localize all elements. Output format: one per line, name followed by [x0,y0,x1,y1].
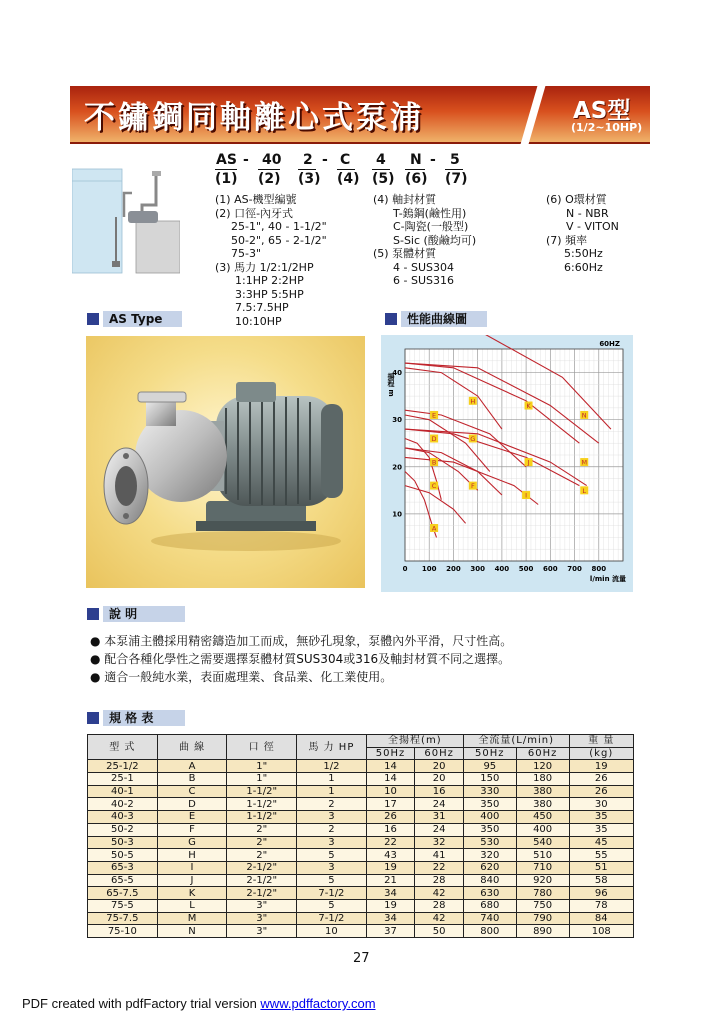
code-part: 2 [303,152,313,168]
table-cell: 330 [463,785,516,798]
spec-line: S-Sic (酸鹼均可) [393,233,477,247]
curve-marker-label: C [431,482,437,491]
footer-text: PDF created with pdfFactory trial version [22,996,261,1011]
table-row [88,836,634,849]
banner-slash [520,84,546,146]
table-cell: 51 [569,861,633,874]
code-underline [372,169,390,170]
table-cell: I [157,861,227,874]
table-cell: 50-5 [88,849,158,862]
table-cell: 1-1/2" [227,798,297,811]
model-name: AS型 [573,98,631,124]
table-row [88,849,634,862]
table-cell: F [157,823,227,836]
model-subtitle: (1/2~10HP) [571,121,643,134]
table-cell: 7-1/2 [297,887,367,900]
table-cell: 17 [366,798,415,811]
table-cell: 7-1/2 [297,912,367,925]
label-square [87,712,99,724]
curve-marker-label: B [431,458,437,467]
header-weight-unit: (kg) [569,747,633,760]
table-cell: 28 [415,874,464,887]
table-cell: 45 [569,836,633,849]
table-row [88,760,634,773]
label-square [87,608,99,620]
table-cell: 14 [366,773,415,786]
table-cell: 630 [463,887,516,900]
page-title: 不鏽鋼同軸離心式泵浦 [84,100,424,136]
spec-line: 6 - SUS316 [393,274,454,287]
table-cell: 75-7.5 [88,912,158,925]
table-cell: 14 [366,760,415,773]
table-body [88,760,634,938]
table-cell: 2 [297,798,367,811]
table-cell: 37 [366,925,415,938]
table-cell: 26 [569,773,633,786]
table-cell: 41 [415,849,464,862]
x-tick-label: 500 [518,565,534,573]
code-part: - [322,152,328,168]
spec-line: 75-3" [231,247,262,260]
table-cell: D [157,798,227,811]
spec-line: 3:3HP 5:5HP [235,287,304,301]
code-underline [337,169,355,170]
table-cell: 1 [297,785,367,798]
x-tick-label: 700 [567,565,582,573]
table-cell: 3 [297,836,367,849]
table-cell: 2" [227,849,297,862]
spec-line: (7) 頻率 [546,233,588,247]
x-tick-label: 400 [494,565,510,573]
table-cell: 5 [297,874,367,887]
x-tick-label: 800 [591,565,607,573]
header-50hz: 50Hz [463,747,516,760]
curve-marker-label: E [432,411,437,420]
table-cell: 1-1/2" [227,785,297,798]
table-cell: 920 [516,874,569,887]
table-row [88,912,634,925]
label-square [385,313,397,325]
spec-line: 10:10HP [235,314,282,328]
table-cell: 16 [366,823,415,836]
table-cell: 25-1 [88,773,158,786]
table-cell: 2 [297,823,367,836]
spec-table-label: 規 格 表 [103,710,185,726]
table-cell: 84 [569,912,633,925]
table-cell: 530 [463,836,516,849]
table-cell: K [157,887,227,900]
table-cell: 180 [516,773,569,786]
table-cell: 19 [366,899,415,912]
table-cell: 32 [415,836,464,849]
table-cell: 10 [297,925,367,938]
code-part: 5 [450,152,460,168]
x-tick-label: 600 [543,565,558,573]
code-part: - [243,152,249,168]
curve-marker-label: A [431,524,437,533]
table-cell: 21 [366,874,415,887]
spec-line: 4 - SUS304 [393,260,454,274]
code-underline [445,169,463,170]
y-tick-label: 30 [392,416,402,425]
spec-line: 7.5:7.5HP [235,301,289,314]
table-cell: 96 [569,887,633,900]
table-cell: 35 [569,823,633,836]
chart-xlabel: l/min 流量 [589,575,626,583]
x-tick-label: 100 [421,565,437,573]
table-cell: 19 [366,861,415,874]
table-cell: 30 [569,798,633,811]
spec-line: 25-1", 40 - 1-1/2" [231,220,327,233]
header-bore: 口 徑 [227,735,297,760]
spec-line: (6) O環材質 [546,193,607,206]
page-number: 27 [353,951,370,966]
header-60hz: 60Hz [516,747,569,760]
x-tick-label: 200 [446,565,461,573]
curve-marker-label: J [527,458,530,467]
code-part: N [410,152,422,168]
header-flow: 全流量(L/min) [463,735,569,748]
table-cell: 25-1/2 [88,760,158,773]
curve-marker-label: G [470,435,476,444]
code-index: (5) [372,171,395,187]
code-index: (3) [298,171,321,187]
table-cell: 22 [415,861,464,874]
spec-line: (5) 泵體材質 [373,247,437,260]
table-cell: 28 [415,899,464,912]
chart-ylabel: 揚程 m [387,373,395,397]
table-cell: 75-10 [88,925,158,938]
x-tick-label: 0 [402,565,408,573]
code-index: (6) [405,171,428,187]
table-cell: G [157,836,227,849]
table-cell: 34 [366,887,415,900]
table-cell: 2-1/2" [227,861,297,874]
spec-line: (3) 馬力 1/2:1/2HP [215,260,314,274]
table-cell: 108 [569,925,633,938]
table-cell: 20 [415,773,464,786]
y-tick-label: 20 [392,463,402,472]
table-cell: 790 [516,912,569,925]
table-cell: 50-3 [88,836,158,849]
table-cell: 620 [463,861,516,874]
table-row [88,874,634,887]
curve-label: 性能曲線圖 [401,311,487,327]
table-cell: H [157,849,227,862]
spec-line: N - NBR [566,206,609,220]
table-cell: M [157,912,227,925]
y-tick-label: 40 [392,369,402,378]
table-cell: 65-5 [88,874,158,887]
table-cell: 42 [415,887,464,900]
table-cell: 890 [516,925,569,938]
table-cell: 2" [227,823,297,836]
header-weight: 重 量 [569,735,633,748]
table-cell: 380 [516,798,569,811]
header-curve: 曲 線 [157,735,227,760]
code-part: 4 [376,152,386,168]
table-cell: 740 [463,912,516,925]
table-cell: 750 [516,899,569,912]
spec-line: (2) 口徑-內牙式 [215,206,294,220]
table-cell: 3 [297,811,367,824]
table-cell: A [157,760,227,773]
table-cell: 40-1 [88,785,158,798]
table-row [88,773,634,786]
table-cell: N [157,925,227,938]
y-tick-label: 10 [392,510,402,519]
table-cell: 320 [463,849,516,862]
code-index: (4) [337,171,360,187]
table-cell: 800 [463,925,516,938]
code-underline [405,169,425,170]
code-index: (1) [215,171,238,187]
pdf-footer [22,996,376,1011]
spec-column-1 [215,193,327,328]
table-cell: 34 [366,912,415,925]
table-cell: 65-7.5 [88,887,158,900]
header-50hz: 50Hz [366,747,415,760]
table-cell: 450 [516,811,569,824]
table-cell: 26 [569,785,633,798]
table-cell: 40-3 [88,811,158,824]
performance-chart [381,335,633,592]
table-cell: 710 [516,861,569,874]
description-label: 說 明 [103,606,185,622]
spec-line: (4) 軸封材質 [373,193,437,206]
table-cell: 40-2 [88,798,158,811]
x-tick-label: 300 [470,565,485,573]
table-cell: 16 [415,785,464,798]
table-cell: 1" [227,760,297,773]
table-cell: E [157,811,227,824]
table-cell: 24 [415,798,464,811]
spec-line: (1) AS-機型編號 [215,193,297,206]
table-cell: 3" [227,912,297,925]
table-cell: 31 [415,811,464,824]
table-cell: 3 [297,861,367,874]
table-row [88,785,634,798]
table-cell: 50-2 [88,823,158,836]
table-cell: 5 [297,849,367,862]
table-cell: 840 [463,874,516,887]
table-cell: B [157,773,227,786]
chart-frequency: 60HZ [599,340,620,348]
table-cell: 1/2 [297,760,367,773]
pump-illustration [86,336,365,588]
table-cell: 42 [415,912,464,925]
code-index: (2) [258,171,281,187]
table-cell: 1-1/2" [227,811,297,824]
table-cell: 510 [516,849,569,862]
table-cell: 24 [415,823,464,836]
table-cell: 50 [415,925,464,938]
table-cell: 3" [227,899,297,912]
table-row [88,899,634,912]
table-cell: 350 [463,823,516,836]
description-item: ● 配合各種化學性之需要選擇泵體材質SUS304或316及軸封材質不同之選擇。 [90,652,511,666]
spec-table [87,734,634,938]
table-row [88,861,634,874]
table-cell: 540 [516,836,569,849]
table-cell: 780 [516,887,569,900]
footer-link[interactable]: www.pdffactory.com [260,996,376,1011]
table-cell: 2" [227,836,297,849]
table-cell: 2-1/2" [227,887,297,900]
table-row [88,811,634,824]
table-cell: 22 [366,836,415,849]
code-part: 40 [262,152,282,168]
spec-line: 1:1HP 2:2HP [235,274,304,287]
spec-column-3 [546,193,619,274]
label-square [87,313,99,325]
spec-column-2 [373,193,476,288]
description-item: ● 適合一般純水業，表面處理業、食品業、化工業使用。 [90,670,393,684]
spec-line: V - VITON [566,220,619,233]
table-cell: 350 [463,798,516,811]
table-cell: 65-3 [88,861,158,874]
table-row [88,798,634,811]
curve-marker-label: M [581,458,588,467]
table-cell: 10 [366,785,415,798]
table-cell: 43 [366,849,415,862]
table-cell: 1" [227,773,297,786]
table-cell: C [157,785,227,798]
curve-marker-label: H [470,397,476,406]
spec-line: 6:60Hz [564,260,603,274]
table-cell: 150 [463,773,516,786]
code-part: C [340,152,351,168]
header-head: 全揚程(m) [366,735,463,748]
table-cell: 400 [516,823,569,836]
curve-marker-label: K [526,402,531,411]
table-cell: 19 [569,760,633,773]
table-row [88,925,634,938]
table-row [88,887,634,900]
table-cell: 2-1/2" [227,874,297,887]
spec-line: 50-2", 65 - 2-1/2" [231,233,327,247]
table-cell: 35 [569,811,633,824]
table-cell: 680 [463,899,516,912]
table-cell: 78 [569,899,633,912]
spec-line: 5:50Hz [564,247,603,260]
code-underline [298,169,316,170]
curve-marker-label: L [582,486,587,495]
description-item: ● 本泵浦主體採用精密鑄造加工而成，無砂孔現象，泵體內外平滑，尺寸性高。 [90,634,513,648]
curve-marker-label: I [525,491,528,500]
table-cell: L [157,899,227,912]
pump-photo [86,336,365,588]
table-row [88,823,634,836]
curve-marker-label: F [470,482,475,491]
table-cell: 380 [516,785,569,798]
code-part: - [430,152,436,168]
header-hp: 馬 力 HP [297,735,367,760]
curve-marker-label: N [581,411,587,420]
table-cell: 95 [463,760,516,773]
code-index: (7) [445,171,468,187]
code-part: AS [216,152,237,168]
table-cell: 1 [297,773,367,786]
table-cell: 75-5 [88,899,158,912]
table-cell: J [157,874,227,887]
header-type: 型 式 [88,735,158,760]
spec-line: T-鎢鋼(鹼性用) [393,206,467,220]
table-cell: 3" [227,925,297,938]
table-cell: 5 [297,899,367,912]
table-cell: 400 [463,811,516,824]
table-cell: 58 [569,874,633,887]
code-underline [258,169,280,170]
installation-diagram [72,165,180,275]
as-type-label: AS Type [103,311,182,327]
spec-line: C-陶瓷(一般型) [393,220,469,233]
header-60hz: 60Hz [415,747,464,760]
curve-marker-label: D [431,435,437,444]
table-cell: 120 [516,760,569,773]
code-underline [215,169,237,170]
table-cell: 55 [569,849,633,862]
table-cell: 26 [366,811,415,824]
table-cell: 20 [415,760,464,773]
